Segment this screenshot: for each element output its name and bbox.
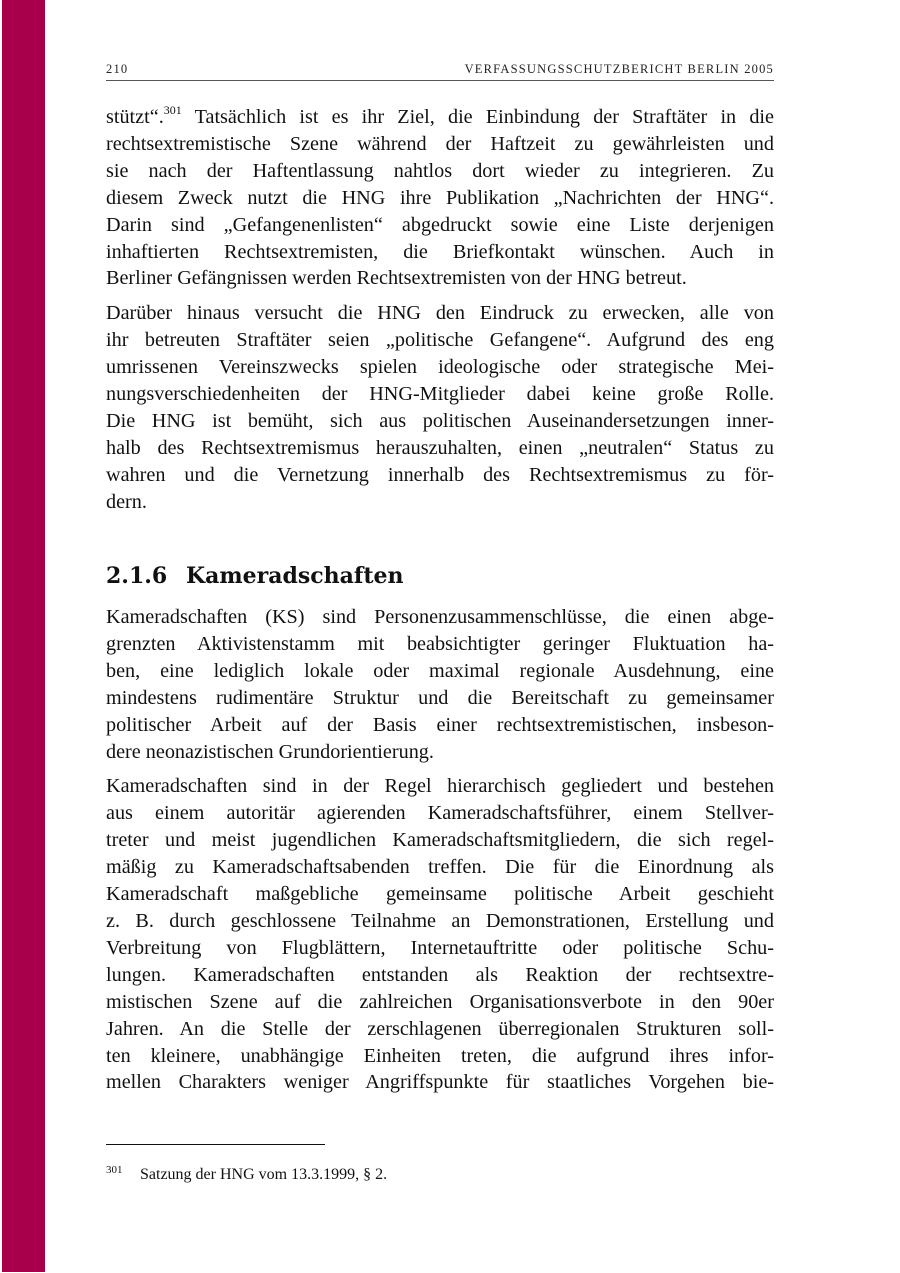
text-line: Darüber hinaus versucht die HNG den Eindruck zu erwecken, alle von	[106, 302, 774, 325]
page-number: 210	[106, 62, 129, 76]
text-line: z. B. durch geschlossene Teilnahme an Demonstrationen, Erstellung und	[106, 909, 774, 932]
text-line: inhaftierten Rechtsextremisten, die Briefkontakt wünschen. Auch in	[106, 240, 774, 263]
text-line: ben, eine lediglich lokale oder maximal regionale Ausdehnung, eine	[106, 659, 774, 682]
section-heading	[106, 563, 404, 589]
section-title: Kameradschaften	[186, 563, 404, 589]
paragraph-hng-2	[106, 300, 774, 515]
paragraph-hng-1	[106, 104, 774, 292]
text-line: Verbreitung von Flugblättern, Internetauftritte oder politische Schu-	[106, 936, 774, 959]
text-line: diesem Zweck nutzt die HNG ihre Publikation „Nachrichten der HNG“.	[106, 186, 774, 209]
footnote-text: Satzung der HNG vom 13.3.1999, § 2.	[140, 1166, 388, 1183]
text-line: dern.	[106, 490, 147, 513]
text-line: wahren und die Vernetzung innerhalb des Rechtsextremismus zu för-	[106, 463, 774, 486]
running-title: VERFASSUNGSSCHUTZBERICHT BERLIN 2005	[464, 62, 774, 76]
text-line: Darin sind „Gefangenenlisten“ abgedruckt sowie eine Liste derjenigen	[106, 213, 774, 236]
text-line: mellen Charakters weniger Angriffspunkte für staatliches Vorgehen bie-	[106, 1071, 774, 1094]
text-line: Kameradschaft maßgebliche gemeinsame politische Arbeit geschieht	[106, 883, 774, 906]
text-line: Die HNG ist bemüht, sich aus politischen Auseinandersetzungen inner-	[106, 409, 774, 432]
paragraph-ks-2	[106, 773, 774, 1096]
text-line: halb des Rechtsextremismus herauszuhalten, einen „neutralen“ Status zu	[106, 436, 774, 459]
text-line: Berliner Gefängnissen werden Rechtsextremisten von der HNG betreut.	[106, 267, 687, 290]
text-line: lungen. Kameradschaften entstanden als Reaktion der rechtsextre-	[106, 963, 774, 986]
text-line: Kameradschaften (KS) sind Personenzusammenschlüsse, die einen abge-	[106, 606, 774, 628]
text-block-hng	[106, 104, 774, 524]
text-line: politischer Arbeit auf der Basis einer rechtsextremistischen, insbeson-	[106, 713, 774, 736]
text-line: treter und meist jugendlichen Kameradschaftsmitgliedern, die sich regel-	[106, 829, 774, 852]
running-header	[106, 62, 774, 81]
text-line: grenzten Aktivistenstamm mit beabsichtigter geringer Fluktuation ha-	[106, 632, 774, 655]
text-line: umrissenen Vereinszwecks spielen ideologische oder strategische Mei-	[106, 356, 774, 379]
footnote-reference[interactable]: 301	[163, 103, 182, 117]
text-line: mindestens rudimentäre Struktur und die Bereitschaft zu gemeinsamer	[106, 686, 774, 709]
text-line: rechtsextremistische Szene während der Haftzeit zu gewährleisten und	[106, 132, 774, 155]
paragraph-ks-1	[106, 604, 774, 765]
text-line: Kameradschaften sind in der Regel hierarchisch gegliedert und bestehen	[106, 775, 774, 798]
text-line: mistischen Szene auf die zahlreichen Organisationsverbote in den 90er	[106, 990, 774, 1013]
text-line: ihr betreuten Straftäter seien „politische Gefangene“. Aufgrund des eng	[106, 329, 774, 352]
footnote	[106, 1164, 387, 1184]
text-line: Jahren. An die Stelle der zerschlagenen überregionalen Strukturen soll-	[106, 1017, 774, 1040]
text-block-kameradschaften	[106, 604, 774, 1104]
text-line: sie nach der Haftentlassung nahtlos dort wieder zu integrieren. Zu	[106, 159, 774, 182]
section-number: 2.1.6	[106, 563, 168, 589]
footnote-number: 301	[106, 1164, 123, 1176]
text-line: stützt“.$^{301}$ Tatsächlich ist es ihr Ziel, die Einbindung der Straftäter in die	[106, 103, 774, 128]
text-line: ten kleinere, unabhängige Einheiten treten, die aufgrund ihres infor-	[106, 1044, 774, 1067]
accent-side-bar	[2, 0, 45, 1272]
text-line: nungsverschiedenheiten der HNG-Mitglieder dabei keine große Rolle.	[106, 383, 774, 406]
text-line: aus einem autoritär agierenden Kameradschaftsführer, einem Stellver-	[106, 802, 774, 825]
text-line: dere neonazistischen Grundorientierung.	[106, 740, 434, 763]
text-line: mäßig zu Kameradschaftsabenden treffen. Die für die Einordnung als	[106, 856, 774, 879]
footnote-separator	[106, 1144, 325, 1145]
